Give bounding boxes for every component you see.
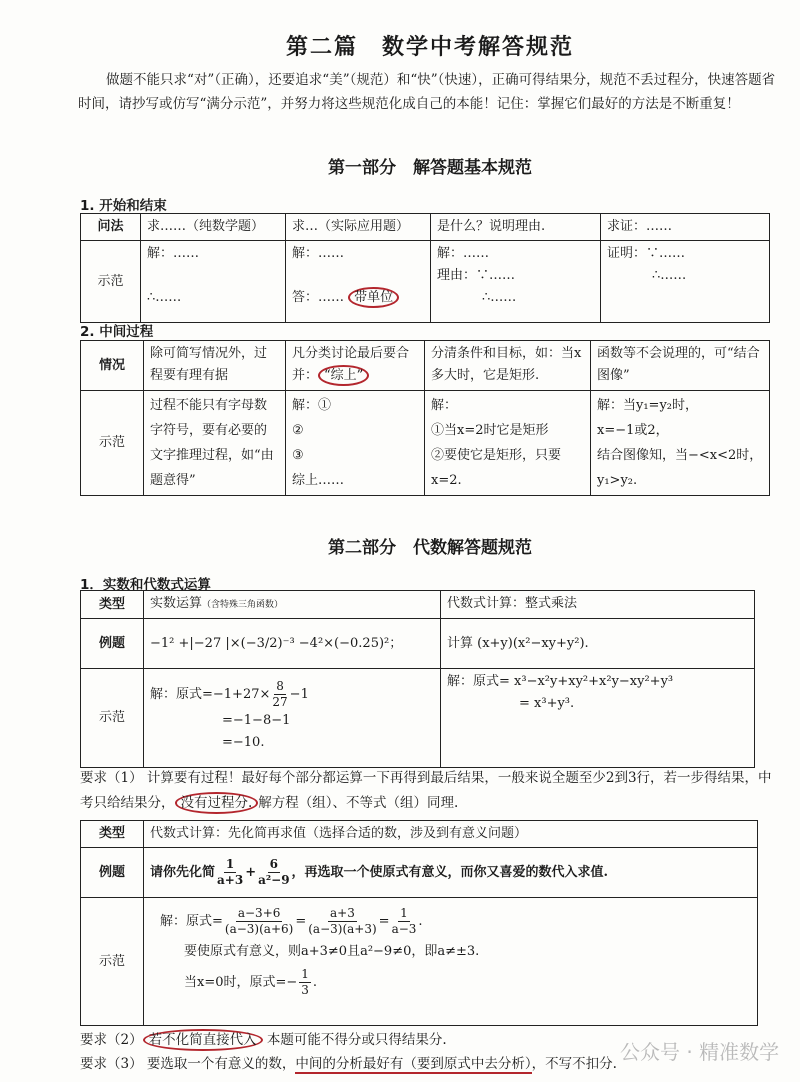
cell xyxy=(144,669,441,768)
cell xyxy=(286,241,431,323)
text: x=−1或2， xyxy=(597,423,669,438)
cell: 例题 xyxy=(81,619,144,669)
denominator: 27 xyxy=(272,695,288,709)
cell: 求……（纯数学题） xyxy=(141,214,286,241)
start-end-table xyxy=(80,213,770,323)
text: ② xyxy=(292,423,304,438)
text: 解：① xyxy=(292,398,332,413)
text: 请你先化简 xyxy=(150,865,216,880)
text: 解：原式= x³−x²y+xy²+x²y−xy²+y³ xyxy=(447,674,674,689)
cell: 计算 (x+y)(x²−xy+y²). xyxy=(441,619,755,669)
text: 要求（1） 计算要有过程！最好每个部分都运算一下再得到最后结果，一般来说全题至少2到3行，若一步得结果，中考只给结果分， xyxy=(80,770,772,811)
text: ，再选取一个使原式有意义，而你又喜爱的数代入求值. xyxy=(291,865,609,880)
cell xyxy=(431,241,601,323)
text: =−10. xyxy=(222,735,265,750)
text: ∴…… xyxy=(147,290,182,305)
text: 解：当y₁=y₂时， xyxy=(597,398,699,413)
denominator: (a−3)(a+3) xyxy=(308,922,377,936)
denominator: a−3 xyxy=(391,922,417,936)
text: ，不写不扣分. xyxy=(531,1056,617,1072)
text: . xyxy=(418,914,423,929)
fraction xyxy=(217,857,243,888)
cell xyxy=(144,591,441,619)
numerator: 8 xyxy=(276,679,284,693)
text: （含特殊三角函数） xyxy=(202,600,284,610)
operations-table xyxy=(80,590,755,768)
text: . xyxy=(312,975,318,990)
cell: 示范 xyxy=(81,391,144,496)
process-table xyxy=(80,340,770,496)
text: 当x=0时，原式=− xyxy=(184,975,298,990)
text: ∴…… xyxy=(482,290,517,305)
cell xyxy=(591,391,770,496)
fraction xyxy=(392,906,417,937)
annotation-circle: 带单位 xyxy=(348,287,399,308)
text: = xyxy=(378,914,390,929)
text: 解：…… xyxy=(147,246,200,261)
annotation-circle: 若不化简直接代入 xyxy=(143,1029,263,1051)
text: = x³+y³. xyxy=(519,696,575,711)
cell: 代数式计算：整式乘法 xyxy=(441,591,755,619)
cell: 类型 xyxy=(81,821,144,848)
numerator: 1 xyxy=(400,906,408,920)
cell: 情况 xyxy=(81,341,144,391)
text: 实数运算 xyxy=(150,596,203,611)
section-process-heading: 2. 中间过程 xyxy=(80,324,154,340)
annotation-circle: “综上” xyxy=(318,365,369,386)
text: 凡分类讨论最后要合并： xyxy=(292,346,410,383)
cell: 类型 xyxy=(81,591,144,619)
numerator: a−3+6 xyxy=(237,906,281,920)
text: ②要使它是矩形，只要x=2. xyxy=(431,448,562,488)
cell: 求证：…… xyxy=(601,214,770,241)
intro-paragraph: 做题不能只求“对”（正确），还要追求“美”（规范）和“快”（快速），正确可得结果分，规范不丢过程分，快速答题省时间，请抄写或仿写“满分示范”，并努力将这些规范化成自己的本能！记住：掌握它们最好的方法是不断重复！ xyxy=(78,72,776,112)
cell xyxy=(601,241,770,323)
text: 解：原式=−1+27× xyxy=(150,687,271,702)
text: 要求（3） 要选取一个有意义的数， xyxy=(80,1056,296,1072)
cell: 示范 xyxy=(81,669,144,768)
fraction xyxy=(258,857,289,888)
cell: −1² +|−27 |×(−3/2)⁻³ −4²×(−0.25)²； xyxy=(144,619,441,669)
fraction xyxy=(272,679,287,710)
annotation-circle: 没有过程分. xyxy=(175,792,259,814)
cell: 求…（实际应用题） xyxy=(286,214,431,241)
denominator: a+3 xyxy=(217,873,244,887)
page-title: 第二篇 数学中考解答规范 xyxy=(285,35,574,60)
cell xyxy=(425,391,591,496)
cell: 是什么？说明理由. xyxy=(431,214,601,241)
text: ①当x=2时它是矩形 xyxy=(431,423,549,438)
text: 证明：∵…… xyxy=(607,246,686,261)
numerator: 6 xyxy=(269,857,278,871)
fraction xyxy=(225,906,293,937)
text: + xyxy=(245,865,257,880)
denominator: (a−3)(a+6) xyxy=(224,922,294,936)
text: 解：原式= xyxy=(160,914,223,929)
cell xyxy=(441,669,755,768)
numerator: a+3 xyxy=(330,906,355,920)
cell: 问法 xyxy=(81,214,141,241)
numerator: 1 xyxy=(301,967,309,981)
cell xyxy=(286,391,425,496)
cell xyxy=(141,241,286,323)
text: 理由：∵…… xyxy=(437,268,516,283)
text: −1 xyxy=(289,687,309,702)
text: 答：…… xyxy=(292,290,345,305)
requirement-1 xyxy=(80,766,780,816)
cell: 例题 xyxy=(81,848,144,898)
text: = xyxy=(295,914,307,929)
text: 解方程（组）、不等式（组）同理. xyxy=(258,795,459,811)
cell: 函数等不会说理的，可“结合图像” xyxy=(591,341,770,391)
simplify-evaluate-table xyxy=(80,820,758,1026)
cell xyxy=(144,848,758,898)
part2-title: 第二部分 代数解答题规范 xyxy=(328,538,532,558)
text: 解： xyxy=(431,398,458,413)
section-start-end-heading: 1. 开始和结束 xyxy=(80,198,167,214)
cell: 过程不能只有字母数字符号，要有必要的文字推理过程，如“由题意得” xyxy=(144,391,286,496)
text: 要求（2） xyxy=(80,1032,143,1048)
cell: 示范 xyxy=(81,241,141,323)
section-operations-heading: 1．实数和代数式运算 xyxy=(80,577,211,593)
denominator: 3 xyxy=(301,983,309,997)
denominator: a²−9 xyxy=(258,873,290,887)
text: 结合图像知，当−<x<2时，y₁>y₂. xyxy=(597,448,763,488)
annotation-underline: 中间的分析最好有（要到原式中去分析） xyxy=(295,1056,532,1072)
cell: 分清条件和目标，如：当x多大时，它是矩形. xyxy=(425,341,591,391)
cell xyxy=(286,341,425,391)
text: ③ xyxy=(292,448,304,463)
numerator: 1 xyxy=(225,857,235,871)
watermark: 公众号 · 精准数学 xyxy=(620,1040,780,1064)
text: 综上…… xyxy=(292,473,345,488)
fraction xyxy=(308,906,376,937)
cell xyxy=(144,898,758,1026)
fraction xyxy=(299,967,311,998)
cell: 除可简写情况外，过程要有理有据 xyxy=(144,341,286,391)
text: =−1−8−1 xyxy=(222,713,291,728)
part1-title: 第一部分 解答题基本规范 xyxy=(328,158,532,178)
text: 解：…… xyxy=(437,246,490,261)
text: 解：…… xyxy=(292,246,345,261)
cell: 示范 xyxy=(81,898,144,1026)
text: ∴…… xyxy=(652,268,687,283)
text: 要使原式有意义，则a+3≠0且a²−9≠0，即a≠±3. xyxy=(184,944,480,959)
text: 本题可能不得分或只得结果分. xyxy=(266,1032,447,1048)
cell: 代数式计算：先化简再求值（选择合适的数，涉及到有意义问题） xyxy=(144,821,758,848)
